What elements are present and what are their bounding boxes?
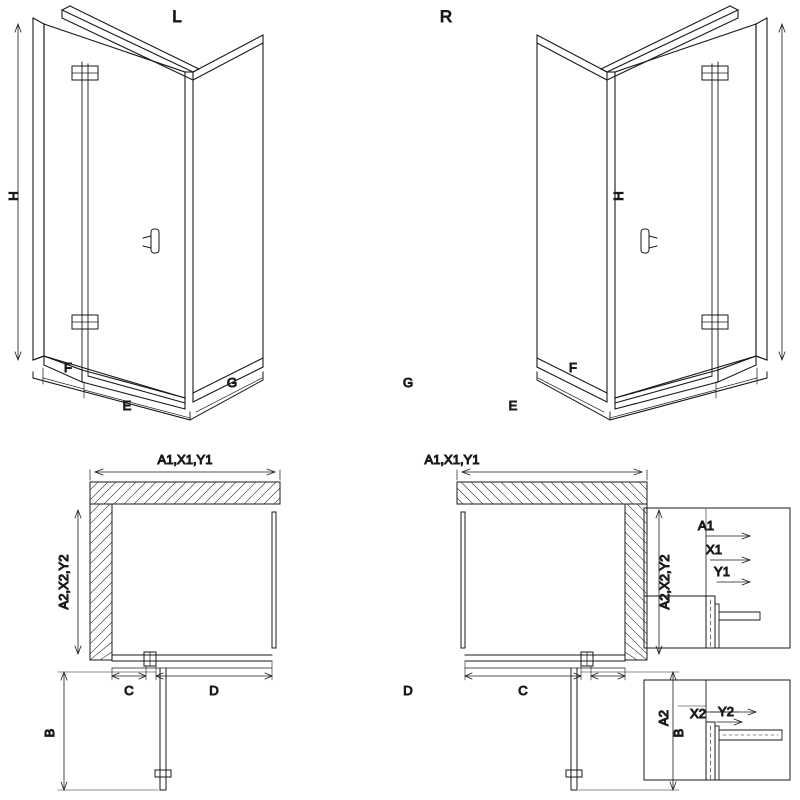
iso-left-label-h: H — [6, 191, 21, 201]
plan-right-label-a1x1y1: A1,X1,Y1 — [424, 452, 480, 467]
title-right: R — [439, 7, 453, 26]
plan-left-label-c: C — [124, 683, 134, 698]
iso-left-label-e: E — [122, 398, 132, 413]
iso-left-label-f: F — [64, 360, 72, 375]
plan-left-label-d: D — [209, 683, 219, 698]
iso-right-label-g: G — [402, 375, 414, 390]
plan-right-label-d: D — [403, 683, 413, 698]
detail-bottom-label-a2: A2 — [656, 710, 671, 726]
detail-bottom-label-x2: X2 — [690, 706, 706, 721]
detail-top-label-x1: X1 — [706, 542, 722, 557]
plan-left-label-b: B — [42, 728, 57, 738]
iso-right-label-f: F — [569, 360, 577, 375]
plan-right-view — [457, 469, 679, 790]
iso-right-label-h: H — [611, 191, 626, 201]
detail-profile-bottom — [644, 680, 790, 780]
plan-left-label-a2x2y2: A2,X2,Y2 — [56, 554, 71, 610]
plan-right-label-c: C — [518, 683, 528, 698]
isometric-left-view — [6, 6, 263, 420]
detail-top-label-y1: Y1 — [714, 564, 730, 579]
detail-top-label-a1: A1 — [698, 518, 714, 533]
detail-bottom-label-y2: Y2 — [718, 704, 734, 719]
plan-left-view — [42, 452, 280, 790]
plan-right-label-a2x2y2: A2,X2,Y2 — [657, 554, 672, 610]
isometric-right-view — [537, 6, 785, 420]
iso-left-label-g: G — [226, 375, 238, 390]
plan-left-label-a1x1y1: A1,X1,Y1 — [157, 452, 213, 467]
plan-right-label-b: B — [671, 728, 686, 738]
iso-right-label-e: E — [508, 398, 518, 413]
title-left: L — [172, 7, 182, 26]
